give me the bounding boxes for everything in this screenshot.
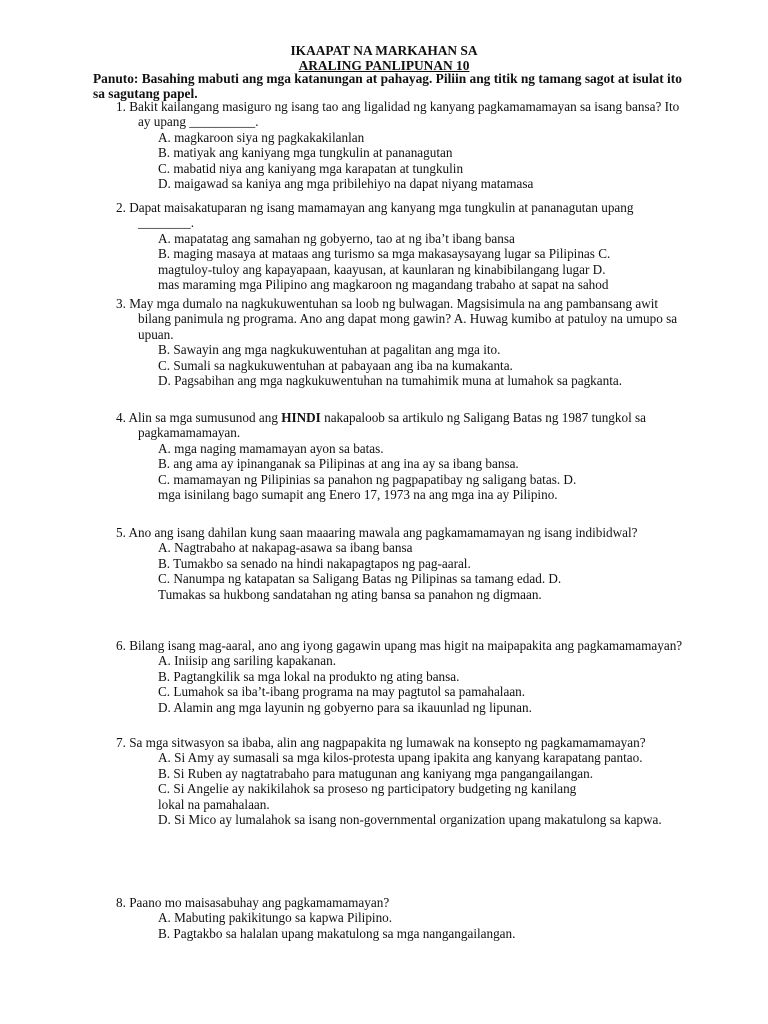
option-c: C. Sumali sa nagkukuwentuhan at pabayaan ang iba na kumakanta. [158,357,513,373]
stem-text: 4. Alin sa mga sumusunod ang [116,410,282,425]
option-c: C. Nanumpa ng katapatan sa Saligang Batas ng Pilipinas sa tamang edad. D. [158,571,562,587]
option-d: D. Alamin ang mga layunin ng gobyerno para sa ikauunlad ng lipunan. [158,699,532,715]
option-a: A. mga naging mamamayan ayon sa batas. [158,440,384,456]
question-stem: 7. Sa mga sitwasyon sa ibaba, alin ang nagpapakita ng lumawak na konsepto ng pagkamamamayan? [116,735,646,750]
option-c: C. mamamayan ng Pilipinias sa panahon ng pagpapatibay ng saligang batas. D. [158,471,577,487]
option-d: mas maraming mga Pilipino ang magkaroon ng magandang trabaho at sapat na sahod [158,277,609,293]
option-b: B. Tumakbo sa senado na hindi nakapagtapos ng pag-aaral. [158,555,471,571]
option-b: B. Pagtakbo sa halalan upang makatulong sa mga nangangailangan. [158,925,516,941]
question-3 [116,296,686,388]
option-b: B. Sawayin ang mga nagkukuwentuhan at pagalitan ang mga ito. [158,342,501,358]
option-a: A. Si Amy ay sumasali sa mga kilos-protesta upang ipakita ang kanyang karapatang pantao. [158,750,643,766]
option-a: A. Nagtrabaho at nakapag-asawa sa ibang bansa [158,540,413,556]
question-6 [116,638,686,715]
option-b: B. Si Ruben ay nagtatrabaho para matugunan ang kaniyang mga pangangailangan. [158,765,594,781]
stem-text: nakapaloob sa artikulo ng Saligang Batas ng 1987 tungkol sa pagkamamamayan. [138,410,647,441]
question-stem: 6. Bilang isang mag-aaral, ano ang iyong gagawin upang mas higit na maipapakita ang pagkamamamayan? [116,638,683,653]
question-stem: 2. Dapat maisakatuparan ng isang mamamayan ang kanyang mga tungkulin at pananagutan upang ________. [116,200,634,231]
option-b: B. Pagtangkilik sa mga lokal na produkto ng ating bansa. [158,668,460,684]
option-d: D. maigawad sa kaniya ang mga pribilehiyo na dapat niyang matamasa [158,176,534,192]
question-8 [116,895,686,941]
option-b: B. ang ama ay ipinanganak sa Pilipinas at ang ina ay sa ibang bansa. [158,456,519,472]
question-5 [116,525,686,602]
question-7 [116,735,686,827]
option-d: mga isinilang bago sumapit ang Enero 17, 1973 na ang mga ina ay Pilipino. [158,487,558,503]
option-b: B. maging masaya at mataas ang turismo sa mga makasaysayang lugar sa Pilipinas C. [158,246,611,262]
directions: Panuto: Basahing mabuti ang mga katanungan at pahayag. Piliin ang titik ng tamang sagot at isulat ito sa sagutang papel. [93,71,682,102]
option-c-continued: lokal na pamahalaan. [158,796,270,812]
question-1 [116,99,686,191]
option-a: A. Iniisip ang sariling kapakanan. [158,653,336,669]
option-b: B. matiyak ang kaniyang mga tungkulin at pananagutan [158,145,453,161]
option-c: C. Si Angelie ay nakikilahok sa proseso ng participatory budgeting ng kanilang [158,781,577,797]
option-d: D. Si Mico ay lumalahok sa isang non-governmental organization upang makatulong sa kapwa. [158,812,662,828]
question-4 [116,410,686,502]
question-stem [116,410,686,441]
question-stem: 1. Bakit kailangang masiguro ng isang tao ang ligalidad ng kanyang pagkamamamayan sa isang bansa? Ito ay upang __________. [116,99,680,130]
emphasis-text: HINDI [281,410,321,425]
exam-title-line-1: IKAAPAT NA MARKAHAN SA [290,43,478,58]
option-c: C. mabatid niya ang kaniyang mga karapatan at tungkulin [158,160,464,176]
exam-title-line-2: ARALING PANLIPUNAN 10 [298,58,470,73]
question-stem: 5. Ano ang isang dahilan kung saan maaaring mawala ang pagkamamamayan ng isang indibidwal? [116,525,638,540]
option-a: A. mapatatag ang samahan ng gobyerno, tao at ng iba’t ibang bansa [158,230,515,246]
option-c: C. Lumahok sa iba’t-ibang programa na may pagtutol sa pamahalaan. [158,684,526,700]
question-stem: 8. Paano mo maisasabuhay ang pagkamamamayan? [116,895,390,910]
option-c: magtuloy-tuloy ang kapayapaan, kaayusan, at kaunlaran ng kinabibilangang lugar D. [158,261,606,277]
option-d: D. Pagsabihan ang mga nagkukuwentuhan na tumahimik muna at lumahok sa pagkanta. [158,373,623,389]
question-stem: 3. May mga dumalo na nagkukuwentuhan sa loob ng bulwagan. Magsisimula na ang pambansang awit bilang panimula ng programa. Ano ang dapat mong gawin? A. Huwag kumibo at patuloy na umupo sa upuan. [116,296,678,342]
option-a: A. magkaroon siya ng pagkakakilanlan [158,129,365,145]
question-2 [116,200,686,292]
option-a: A. Mabuting pakikitungo sa kapwa Pilipino. [158,910,393,926]
option-d: Tumakas sa hukbong sandatahan ng ating bansa sa panahon ng digmaan. [158,586,542,602]
